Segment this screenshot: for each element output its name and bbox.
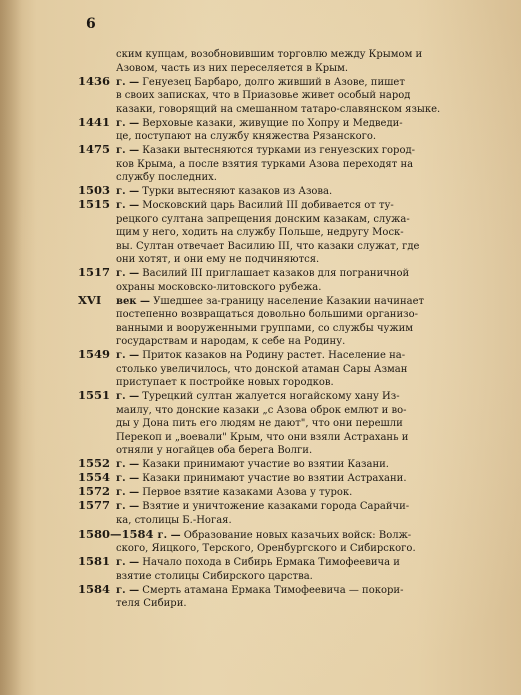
entry-line (116, 144, 470, 158)
entry-text: в своих записках, что в Приазовье живет особый народ (116, 90, 411, 101)
entry-text: Казаки принимают участие во взятии Астрахани. (142, 473, 407, 484)
entry-line (116, 514, 470, 528)
entry-text: це, поступают на службу княжества Рязанского. (116, 131, 377, 142)
entry-text: приступает к постройке новых городков. (116, 377, 334, 388)
entry-date: 1436 (78, 73, 111, 88)
chronology-entry (78, 73, 470, 117)
chronology-entry (78, 185, 470, 199)
entry-text: Перекоп и „воевали" Крым, что они взяли Астрахань и (116, 431, 409, 443)
entry-date: 1441 (78, 114, 111, 129)
entry-date: 1552 (78, 456, 111, 470)
chronology-entry (78, 472, 470, 486)
entry-text: государствам и народам, к себе на Родину. (116, 336, 346, 347)
entry-text: ванными и вооруженными группами, со службы чужим (116, 322, 414, 334)
entry-text: Взятие и уничтожение казаками города Сарайчи- (142, 501, 410, 512)
chronology-entry (78, 48, 470, 75)
entry-line (116, 213, 470, 227)
entry-date-suffix: век — (116, 295, 151, 307)
entry-line (116, 76, 470, 90)
entry-line (116, 185, 470, 199)
chronology-entry (78, 458, 470, 472)
entry-line (116, 295, 470, 309)
entry-line (116, 322, 470, 336)
entry-line (116, 281, 470, 295)
entry-text: Василий III приглашает казаков для пограничной (142, 268, 410, 279)
entry-text: Смерть атамана Ермака Тимофеевича — покори- (142, 584, 404, 596)
entry-line (116, 584, 470, 598)
entry-text: Московский царь Василий III добивается от ту- (142, 200, 394, 211)
entry-line (116, 431, 470, 445)
chronology-entry (78, 390, 470, 458)
entry-date: 1581 (78, 554, 111, 568)
entry-line (116, 417, 470, 431)
entry-date: 1475 (78, 142, 111, 156)
entry-line (116, 363, 470, 377)
entry-date-suffix: г. — (116, 487, 140, 498)
entry-line (116, 226, 470, 240)
entry-line (116, 404, 470, 418)
entry-date-suffix: г. — (116, 186, 140, 197)
chronology-entry (78, 500, 470, 527)
entry-date-suffix: г. — (116, 501, 140, 512)
chronology-entry (78, 144, 470, 185)
entry-line (116, 199, 470, 213)
entry-date: 1515 (78, 197, 111, 211)
entry-date: 1572 (78, 484, 111, 498)
entry-line (78, 542, 470, 556)
page-number: 6 (86, 16, 96, 32)
entry-line (116, 308, 470, 322)
entry-text: отняли у ногайцев оба берега Волги. (116, 445, 313, 456)
entry-text: они хотят, и они ему не подчиняются. (116, 254, 320, 265)
chronology-entry (78, 349, 470, 390)
entry-text: службу последних. (116, 172, 217, 183)
entry-date-suffix: г. — (116, 473, 140, 484)
entry-text: Генуезец Барбаро, долго живший в Азове, пишет (142, 76, 405, 88)
entry-text: Приток казаков на Родину растет. Население на- (142, 350, 406, 361)
entry-text: маилу, что донские казаки „с Азова оброк емлют и во- (116, 404, 407, 416)
entry-date-suffix: г. — (116, 391, 140, 402)
entry-text: теля Сибири. (116, 598, 187, 609)
entry-line (116, 486, 470, 500)
entry-text: ков Крыма, а после взятия турками Азова переходят на (116, 158, 414, 170)
entry-text: рецкого султана запрещения донским казакам, служа- (116, 213, 410, 225)
entry-text: вы. Султан отвечает Василию III, что казаки служат, где (116, 240, 420, 252)
entry-text: ским купцам, возобновившим торговлю между Крымом и (116, 49, 423, 60)
entry-text: казаки, говорящий на смешанном татаро-славянском языке. (116, 103, 441, 115)
entry-text: охраны московско-литовского рубежа. (116, 281, 322, 293)
entry-text: Казаки принимают участие во взятии Казани. (142, 459, 389, 470)
entry-text: столько увеличилось, что донской атаман Сары Азман (116, 363, 408, 375)
chronology-entry (78, 556, 470, 583)
entry-date-suffix: г. — (116, 145, 140, 156)
entry-date: 1584 (78, 581, 111, 596)
entry-date: 1577 (78, 498, 111, 512)
chronology-entry (78, 267, 470, 294)
entry-line (116, 158, 470, 172)
entry-text: Начало похода в Сибирь Ермака Тимофеевича и (142, 557, 400, 568)
entry-date-suffix: г. — (116, 459, 140, 470)
entry-line (116, 570, 470, 584)
entry-text: Турки вытесняют казаков из Азова. (142, 186, 333, 197)
entry-text: Первое взятие казаками Азова у турок. (142, 487, 353, 498)
entry-date-suffix: г. — (116, 76, 140, 88)
entry-date-suffix: г. — (116, 200, 140, 211)
entry-text: ды у Дона пить его людям не дают", что они перешли (116, 418, 403, 429)
chronology-entry (78, 486, 470, 500)
entry-line (116, 335, 470, 349)
entry-line (116, 349, 470, 363)
entry-text: ского, Яицкого, Терского, Оренбургского и Сибирского. (116, 543, 416, 554)
entry-date: 1551 (78, 388, 111, 402)
entry-text: постепенно возвращаться довольно большими организо- (116, 309, 418, 320)
entry-date-suffix: г. — (116, 584, 140, 596)
entry-text: Азовом, часть из них переселяется в Крым. (116, 62, 349, 74)
entry-date: 1503 (78, 183, 111, 197)
chronology-entry (78, 199, 470, 267)
entry-date-suffix: г. — (116, 268, 140, 279)
entry-text: взятие столицы Сибирского царства. (116, 570, 313, 582)
entry-line (116, 62, 470, 76)
entry-line (116, 130, 470, 144)
entry-date-suffix: г. — (116, 117, 140, 129)
entry-text: ка, столицы Б.-Ногая. (116, 514, 232, 526)
entry-line (116, 89, 470, 103)
entry-line (116, 253, 470, 267)
entry-date: 1554 (78, 470, 111, 484)
entry-line (116, 117, 470, 131)
entry-line (116, 472, 470, 486)
entry-text: Казаки вытесняются турками из генуезских город- (142, 145, 416, 156)
entry-line (78, 528, 470, 543)
entry-text: щим у него, ходить на службу Польше, недругу Моск- (116, 227, 404, 238)
entry-line (116, 171, 470, 185)
chronology-entry (78, 528, 470, 556)
entry-line (116, 458, 470, 472)
chronology-entry (78, 292, 470, 349)
entry-date: 1549 (78, 347, 111, 361)
entry-line (116, 376, 470, 390)
entry-line (116, 500, 470, 514)
entry-date: XVI (78, 292, 102, 307)
entry-line (116, 556, 470, 570)
entry-line (116, 48, 470, 62)
entry-date: 1580—1584 (78, 527, 154, 541)
chronology-entry (78, 114, 470, 144)
entry-text: Образование новых казачьих войск: Волж- (183, 529, 412, 541)
entry-line (116, 103, 470, 117)
entry-date-suffix: г. — (157, 529, 181, 541)
entry-text: Турецкий султан жалуется ногайскому хану Из- (142, 391, 400, 402)
entry-line (116, 597, 470, 611)
entry-line (116, 240, 470, 254)
entry-line (116, 267, 470, 281)
entry-text: Ушедшее за-границу население Казакии начинает (153, 295, 425, 307)
entry-date-suffix: г. — (116, 557, 140, 568)
entry-date: 1517 (78, 265, 111, 279)
chronology-list (78, 48, 470, 611)
entry-date-suffix: г. — (116, 350, 140, 361)
entry-line (116, 390, 470, 404)
entry-line (116, 444, 470, 458)
entry-text: Верховые казаки, живущие по Хопру и Медведи- (142, 117, 403, 129)
chronology-entry (78, 581, 470, 611)
